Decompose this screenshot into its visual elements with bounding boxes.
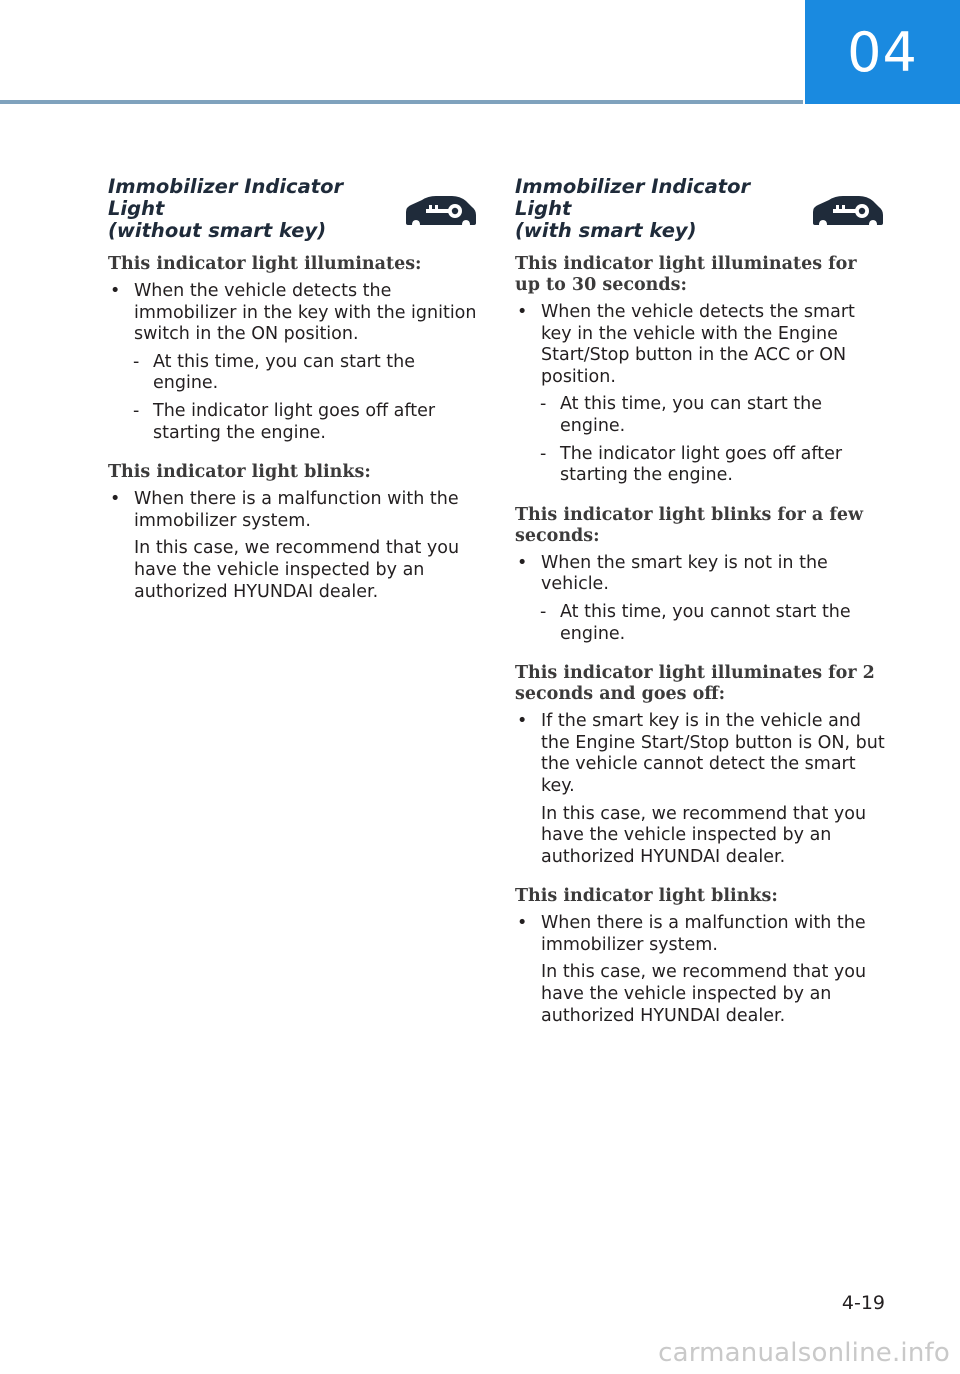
left-lead-blinks: This indicator light blinks:	[108, 462, 371, 483]
right-bullet-item	[515, 913, 887, 956]
left-column	[108, 176, 480, 609]
left-sub-text: The indicator light goes off after starting the engine.	[153, 400, 436, 443]
right-sub-text: The indicator light goes off after starting the engine.	[560, 443, 843, 486]
left-sub-item	[108, 352, 480, 395]
right-lead-blinks-few-seconds: This indicator light blinks for a few seconds:	[515, 504, 864, 546]
bullet-marker: •	[110, 489, 121, 510]
right-sub-text: At this time, you can start the engine.	[560, 394, 823, 436]
right-section-title	[515, 176, 800, 242]
left-sub-text: At this time, you can start the engine.	[153, 351, 416, 394]
page-number: 4-19	[841, 1292, 885, 1314]
left-bullet-item	[108, 489, 480, 532]
bullet-marker: •	[517, 552, 528, 573]
right-bullet-text: When the smart key is not in the vehicle.	[541, 552, 828, 595]
right-bullet-item	[515, 711, 887, 797]
right-bullet-text: If the smart key is in the vehicle and the Engine Start/Stop button is ON, but the vehicle cannot detect the smart key.	[541, 711, 885, 796]
left-bullet-text: When there is a malfunction with the immobilizer system.	[134, 489, 459, 531]
right-title-line1: Immobilizer Indicator Light	[515, 175, 751, 220]
right-lead-illuminates-30s: This indicator light illuminates for up to 30 seconds:	[515, 254, 857, 295]
dash-marker: -	[540, 601, 547, 622]
dash-marker: -	[133, 351, 140, 372]
bullet-marker: •	[517, 913, 528, 934]
bullet-marker: •	[517, 302, 528, 322]
left-section-header	[108, 176, 480, 240]
left-bullet-item	[108, 281, 480, 346]
immobilizer-key-icon	[400, 190, 480, 230]
immobilizer-key-icon	[807, 190, 887, 230]
right-sub-item	[515, 394, 887, 437]
right-bullet-item	[515, 302, 887, 388]
header-rule	[0, 100, 803, 104]
right-section-header	[515, 176, 887, 240]
right-sub-item	[515, 444, 887, 487]
right-bullet-text: When there is a malfunction with the immobilizer system.	[541, 913, 866, 955]
dash-marker: -	[540, 443, 547, 464]
right-sub-text: At this time, you cannot start the engine.	[560, 601, 851, 644]
right-lead-blinks: This indicator light blinks:	[515, 886, 778, 907]
left-bullet-text: When the vehicle detects the immobilizer in the key with the ignition switch in the ON position.	[134, 281, 477, 345]
chapter-tab: 04	[805, 0, 960, 104]
left-title-line1: Immobilizer Indicator Light	[108, 175, 344, 220]
dash-marker: -	[540, 394, 547, 415]
bullet-marker: •	[517, 711, 528, 732]
right-bullet-item	[515, 553, 887, 596]
left-title-line2: (without smart key)	[108, 219, 327, 242]
left-lead-illuminates: This indicator light illuminates:	[108, 254, 422, 274]
right-sub-item	[515, 602, 887, 645]
right-column	[515, 176, 887, 1033]
right-bullet-text: When the vehicle detects the smart key in the vehicle with the Engine Start/Stop button in the ACC or ON position.	[541, 302, 855, 387]
right-title-line2: (with smart key)	[515, 219, 697, 242]
right-recommendation: In this case, we recommend that you have the vehicle inspected by an authorized HYUNDAI dealer.	[541, 962, 867, 1026]
bullet-marker: •	[110, 281, 121, 301]
left-section-title	[108, 176, 393, 242]
left-recommendation: In this case, we recommend that you have the vehicle inspected by an authorized HYUNDAI dealer.	[134, 538, 460, 602]
right-lead-illuminates-2s: This indicator light illuminates for 2 seconds and goes off:	[515, 663, 875, 705]
left-sub-item	[108, 401, 480, 444]
right-recommendation: In this case, we recommend that you have the vehicle inspected by an authorized HYUNDAI dealer.	[541, 803, 867, 867]
watermark: carmanualsonline.info	[658, 1338, 950, 1368]
dash-marker: -	[133, 400, 140, 421]
